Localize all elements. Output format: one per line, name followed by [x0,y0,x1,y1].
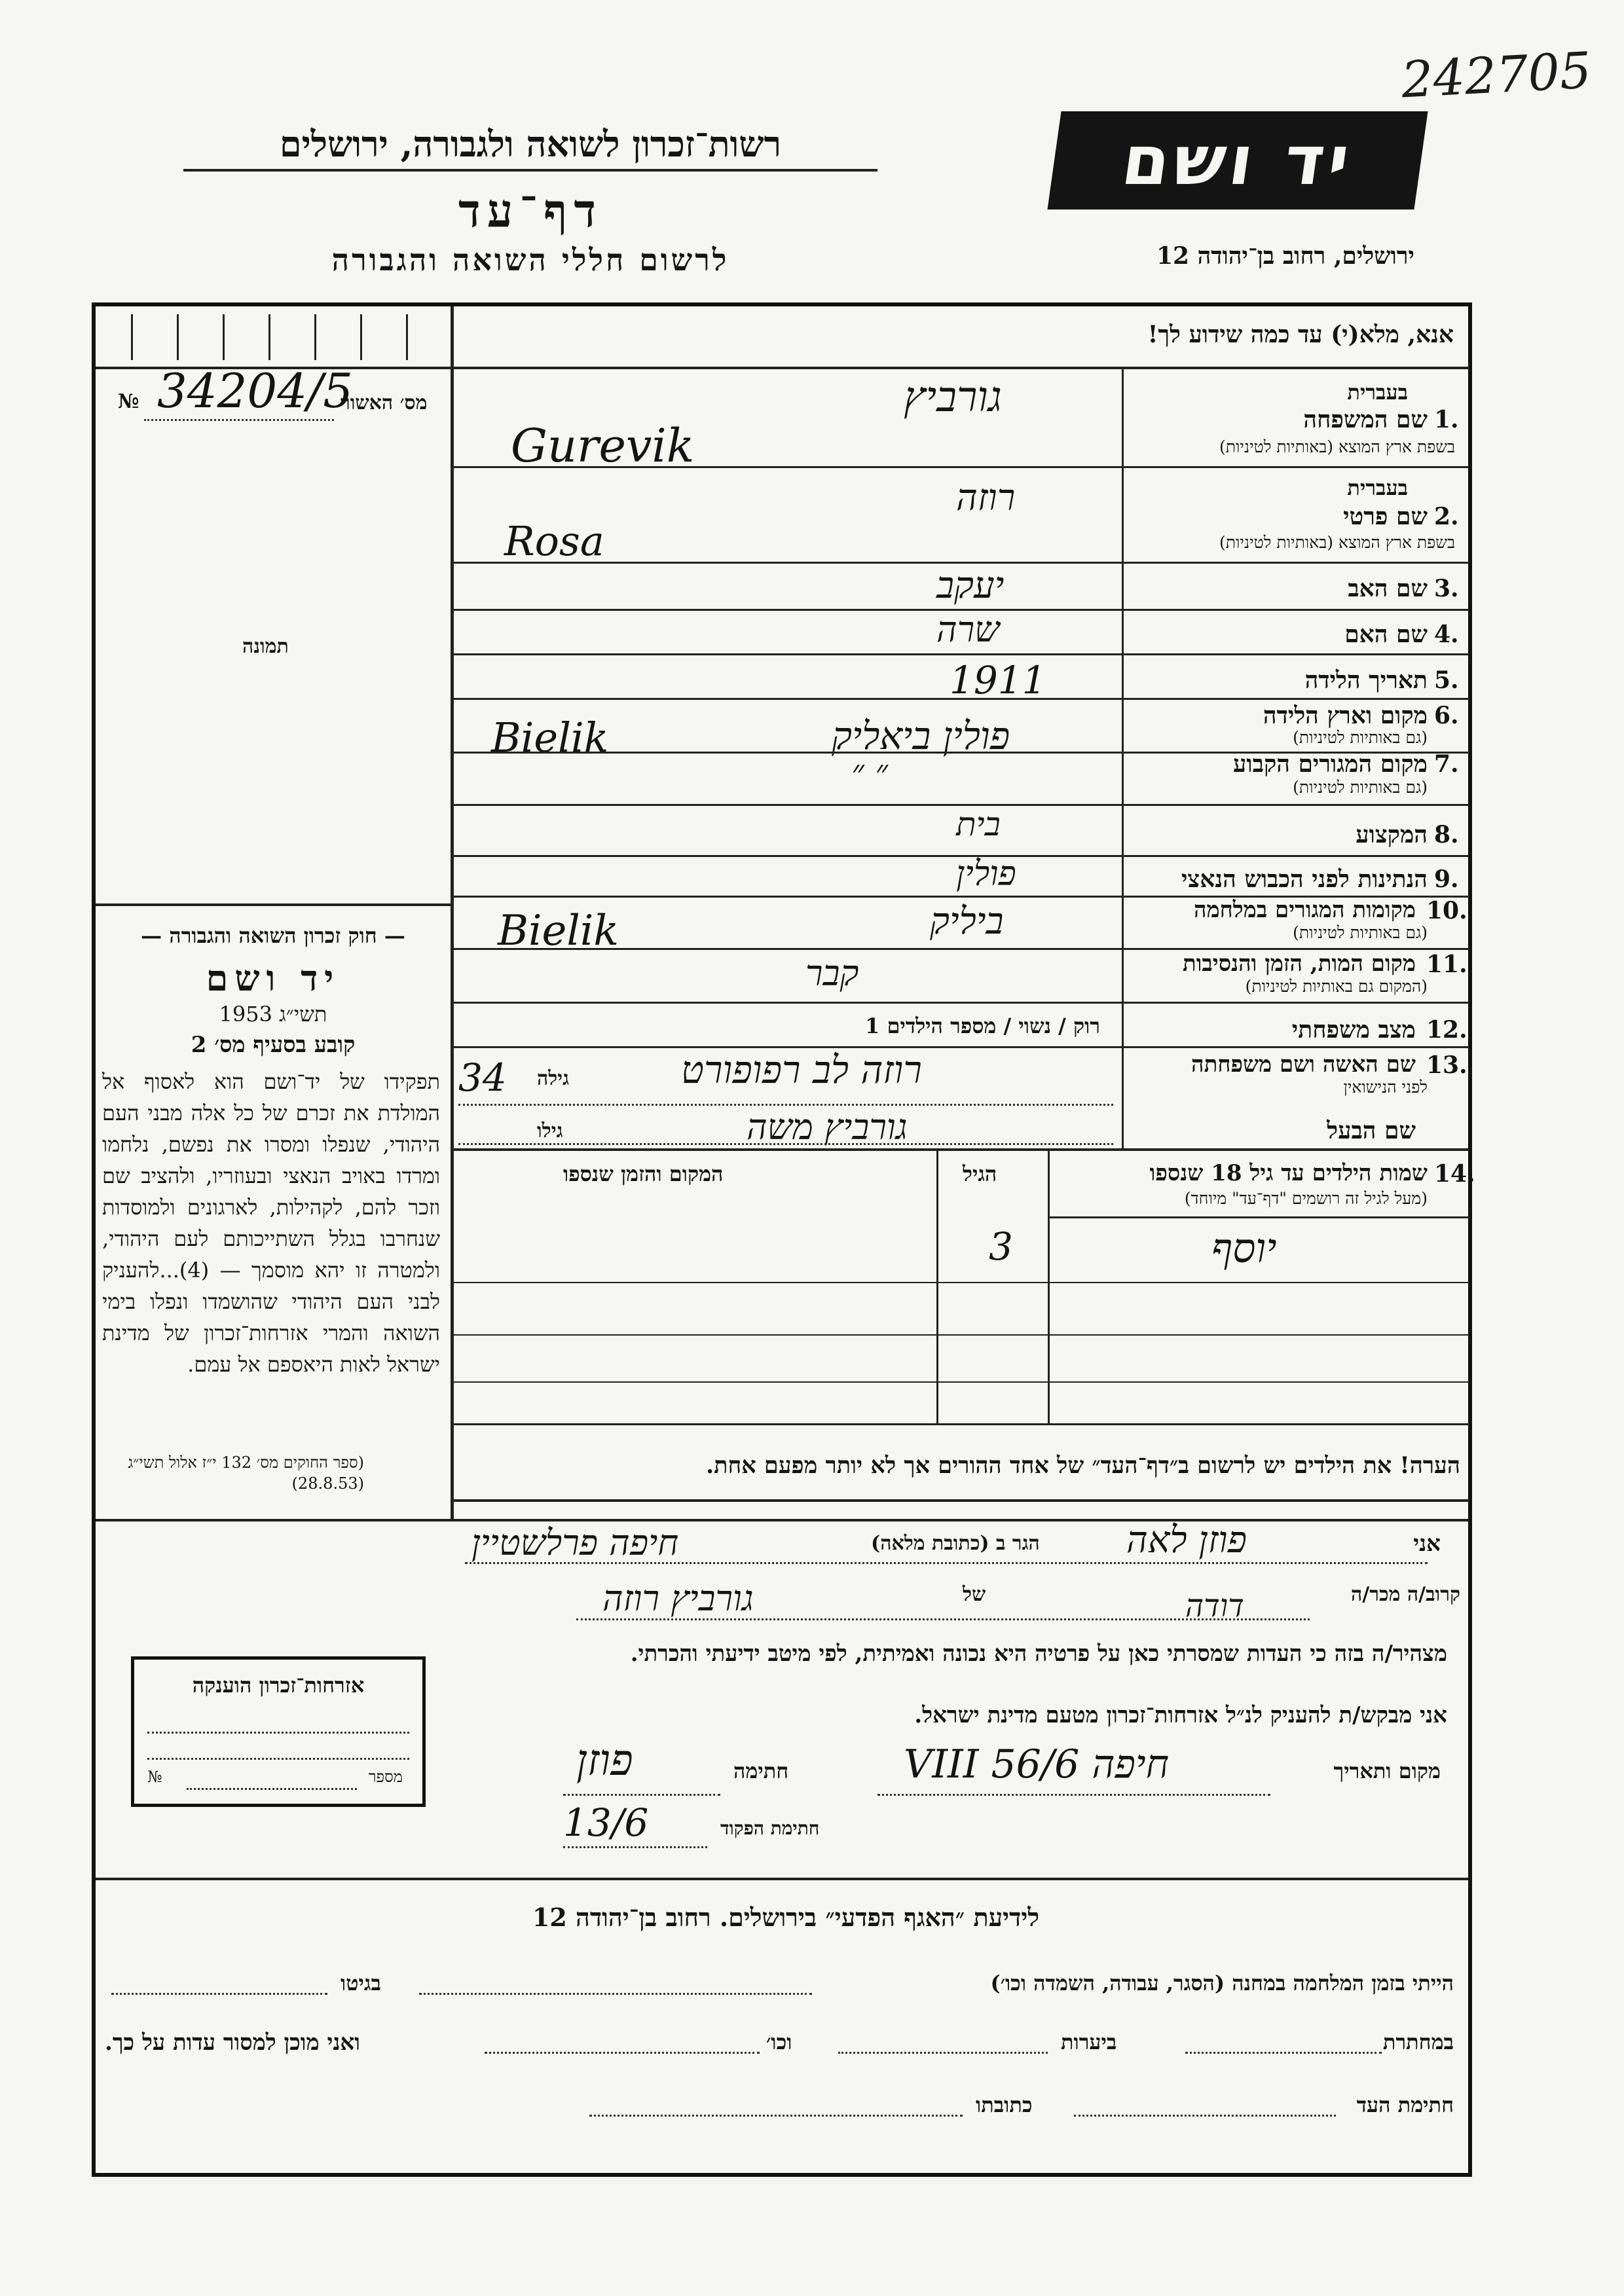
field-6-latin: Bielik [491,714,609,761]
law-year: תשי״ג 1953 [219,1002,327,1027]
husband-age-label: גילו [537,1120,563,1142]
field-13-num: 13. [1426,1051,1467,1079]
field-13-age: 34 [458,1055,507,1100]
field-3-label: שם האב [1348,575,1428,602]
field-9-label: הנתינות לפני הכבוש הנאצי [1181,866,1428,893]
field-2-sub: בשפת ארץ המוצא (באותיות לטיניות) [1219,533,1455,552]
field-11-hebrew: קבר [805,953,859,994]
field-13-age-label: גילה [537,1067,570,1090]
footer-line1-b: בגיטו [341,1971,381,1995]
field-2-hebrew: רוזה [956,477,1016,519]
law-clause: קובע בסעיף מס׳ 2 [191,1032,356,1058]
law-reference: (ספר החוקים מס׳ 132 י״ז אלול תשי״ג (28.8.53) [128,1453,364,1493]
children-col-age: הגיל [963,1161,997,1186]
decl-statement: מצהיר/ה בזה כי העדות שמסרתי כאן על פרטיה היא נכונה ואמיתית, לפי מיטב ידיעתי והכרתי. [630,1641,1447,1667]
field-10-num: 10. [1426,897,1467,924]
field-1-num: 1. [1434,406,1459,433]
field-2-label: שם פרטי [1343,503,1428,530]
field-1-hebrew: גורביץ [904,373,1002,422]
decl-officer-value: 13/6 [563,1800,649,1845]
field-10-label: מקומות המגורים במלחמה [1193,897,1416,923]
registration-label: מס׳ האשור [341,392,428,414]
field-11-sub: (המקום גם באותיות לטיניות) [1245,977,1428,996]
footer-line1-a: הייתי בזמן המלחמה במחנה (הסגר, עבודה, השמדה וכו׳) [990,1971,1454,1995]
field-10-hebrew: ביליק [930,900,1004,943]
children-sub: (מעל לגיל זה רושמים "דף־עד" מיוחד) [1184,1189,1428,1208]
citizenship-number-label: מספר [368,1768,403,1786]
field-2-num: 2. [1434,503,1459,530]
note-text: הערה! את הילדים יש לרשום ב״דף־העד״ של אחד ההורים אך לא יותר מפעם אחת. [705,1452,1460,1479]
child-1-name: יוסף [1211,1224,1277,1272]
husband-label: שם הבעל [1327,1117,1416,1144]
field-6-sub: (גם באותיות לטיניות) [1293,728,1428,747]
field-4-label: שם האם [1344,621,1428,648]
footer-line2-a: במחתרת [1382,2030,1454,2054]
decl-signature-label: חתימה [733,1758,789,1783]
field-7-hebrew: ״ ״ [851,753,889,792]
archive-number: 242705 [1399,41,1593,109]
decl-request: אני מבקש/ת להעניק לנ״ל אזרחות־זכרון מטעם מדינת ישראל. [914,1702,1447,1728]
form-title: דף־עד [458,183,602,238]
field-12-value: רוק / נשוי / מספר הילדים 1 [865,1013,1100,1038]
field-10-sub: (גם באותיות לטיניות) [1293,923,1428,942]
field-11-label: מקום המות, הזמן והנסיבות [1182,951,1416,977]
citizenship-no-sign: № [147,1768,162,1786]
child-1-age: 3 [989,1224,1013,1269]
decl-place-date-label: מקום ותאריך [1333,1758,1441,1783]
footer-line2-b: ביערות [1061,2030,1117,2054]
field-12-label: מצב משפחתי [1291,1016,1416,1044]
children-label: שמות הילדים עד גיל 18 שנספו [1149,1160,1428,1186]
field-8-hebrew: בית [956,805,1001,843]
field-7-num: 7. [1434,750,1459,778]
field-11-num: 11. [1426,951,1467,978]
field-9-hebrew: פולין [956,854,1016,894]
field-3-num: 3. [1434,575,1459,602]
field-4-num: 4. [1434,621,1459,648]
logo-text: יד ושם [1116,120,1359,200]
registration-value: 34204/5 [157,363,354,418]
field-5-num: 5. [1434,666,1459,694]
yad-vashem-logo [1047,111,1428,210]
registration-ticks [105,314,445,360]
field-7-label: מקום המגורים הקבוע [1233,750,1428,778]
field-8-num: 8. [1434,821,1459,848]
field-1-sub: בשפת ארץ המוצא (באותיות לטיניות) [1219,437,1455,456]
field-6-num: 6. [1434,702,1459,729]
decl-relative-of: גורביץ רוזה [602,1578,754,1619]
field-4-hebrew: שרה [936,609,1000,650]
decl-ani: אני [1413,1531,1441,1557]
address: ירושלים, רחוב בן־יהודה 12 [1156,242,1414,270]
photo-label: תמונה [242,635,289,658]
footer-title: לידיעת ״האגף הפדעי״ בירושלים. רחוב בן־יהודה 12 [532,1903,1040,1932]
field-7-sub: (גם באותיות לטיניות) [1293,778,1428,797]
footer-line2-d: ואני מוכן למסור עדות על כך. [105,2030,360,2056]
field-13-hebrew: רוזה לב רפופורט [681,1048,922,1092]
citizenship-box [131,1656,426,1807]
authority-line: רשות־זכרון לשואה ולגבורה, ירושלים [183,123,877,172]
field-10-latin: Bielik [498,907,619,955]
field-13-sub: לפני הנישואין [1343,1078,1428,1097]
form-subtitle: לרשום חללי השואה והגבורה [331,242,729,278]
footer-line3-b: כתובתו [976,2092,1033,2117]
field-6-hebrew: פולין ביאליק [832,714,1010,758]
decl-place-date: חיפה 6/VIII 56 [904,1741,1170,1787]
field-5-label: תאריך הלידה [1304,666,1428,694]
children-num: 14. [1434,1160,1475,1188]
field-12-num: 12. [1426,1016,1467,1044]
footer-line3-a: חתימת העד [1356,2092,1454,2117]
field-5-hebrew: 1911 [950,658,1046,702]
field-2-tag: בעברית [1347,475,1408,500]
intro-text: אנא, מלא(י) עד כמה שידוע לך! [1147,321,1454,348]
decl-officer-label: חתימת הפקוד [720,1817,820,1839]
law-heading: — חוק זכרון השואה והגבורה — [141,923,405,948]
citizenship-title: אזרחות־זכרון הוענקה [192,1673,365,1698]
field-8-label: המקצוע [1356,821,1428,848]
law-body: תפקידו של יד־ושם הוא לאסוף אל המולדת את זכרם של כל אלה מבני העם היהודי, שנפלו ומסרו את נפשם, נלחמו ומרדו באויב הנאצי ובעוזריו, ולהציב שם וזכר להם, לקהילות, לארגונים ולמוסדות שנחרבו בגלל השתייכותם לעם היהודי, ולמטרה זו יהא מוסמך — (4)...להעניק לבני העם היהודי שהושמדו ונפלו בימי השואה והמרי אזרחות־זכרון של מדינת ישראל לאות היאספם אל עמם. [102,1069,440,1377]
decl-address: חיפה פרלשטיין [471,1522,679,1563]
decl-of: של [963,1583,986,1606]
field-6-label: מקום וארץ הלידה [1263,702,1428,729]
field-1-label: שם המשפחה [1303,406,1428,433]
children-col-place: המקום והזמן שנספו [563,1161,724,1186]
decl-relative-label: קרוב/ה מכר/ה [1351,1583,1460,1606]
husband-hebrew: גורביץ משה [747,1106,908,1148]
decl-relation: דודה [1185,1588,1244,1624]
field-3-hebrew: יעקב [936,564,1005,607]
decl-residing: הגר ב (כתובת מלאה) [871,1532,1040,1555]
field-1-latin: Gurevik [511,419,695,473]
field-13-label: שם האשה ושם משפחתה [1191,1051,1416,1078]
decl-signature: פוזן [576,1735,633,1785]
decl-declarant: פוזן לאה [1126,1519,1247,1561]
registration-no-sign: № [118,390,139,413]
law-name: יד ושם [206,957,341,999]
field-2-latin: Rosa [504,517,604,565]
field-1-tag: בעברית [1347,380,1408,405]
footer-line2-c: וכו׳ [766,2030,792,2054]
field-9-num: 9. [1434,866,1459,893]
